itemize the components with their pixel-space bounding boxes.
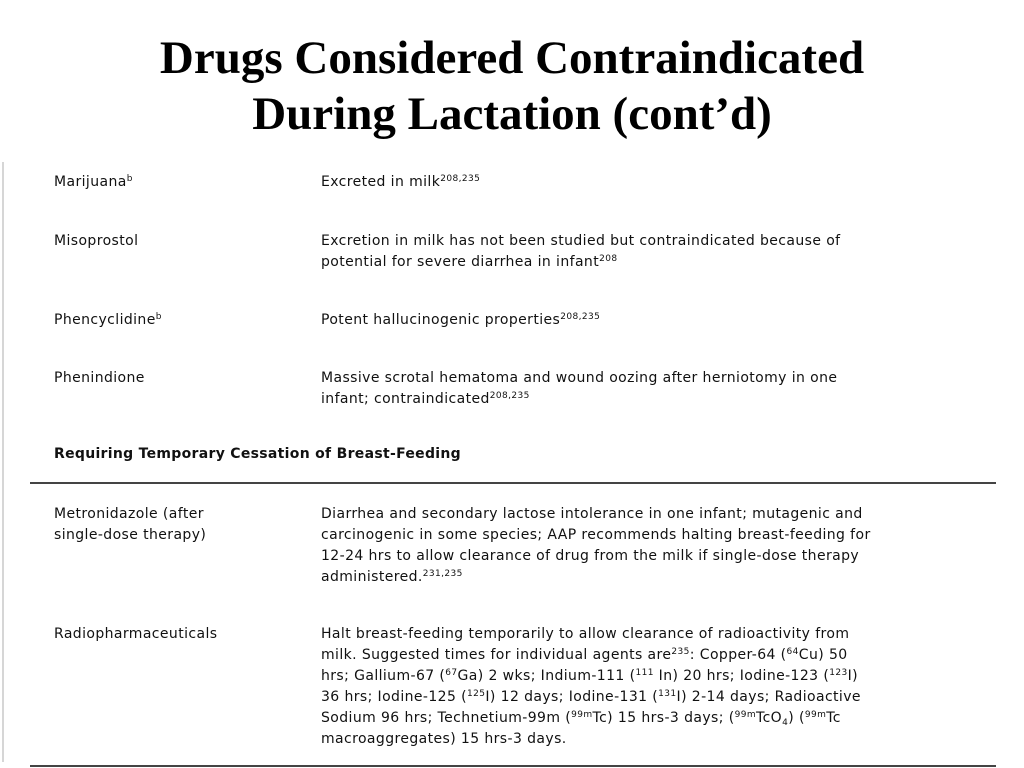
drug-name: Marijuana$^b$ — [54, 174, 133, 190]
drug-note: Excreted in milk$^{208,235}$ — [321, 174, 481, 190]
drug-name: Misoprostol — [54, 233, 139, 249]
slide-title-line-2: During Lactation (cont’d) — [252, 88, 772, 140]
drug-name: Phencyclidine$^b$ — [54, 312, 162, 328]
table-bottom-rule — [30, 765, 996, 767]
drug-name: Metronidazole (after single-dose therapy) — [54, 506, 207, 543]
drug-name: Radiopharmaceuticals — [54, 626, 218, 642]
drug-table — [0, 160, 1000, 768]
drug-note: Massive scrotal hematoma and wound oozing after herniotomy in one infant; contraindicated$^{208,235}$ — [321, 370, 838, 407]
drug-note: Potent hallucinogenic properties$^{208,235}$ — [321, 312, 601, 328]
slide-title-line-1: Drugs Considered Contraindicated — [159, 32, 865, 84]
drug-note: Diarrhea and secondary lactose intolerance in one infant; mutagenic and carcinogenic in some species; AAP recommends halting breast-feeding for 12-24 hrs to allow clearance of drug from the milk if single-dose therapy administered.$^{231,235}$ — [321, 506, 871, 585]
drug-note: Halt breast-feeding temporarily to allow clearance of radioactivity from milk. Suggested times for individual agents are$^{235}$: Copper-64 ($^{64}$Cu) 50 hrs; Gallium-67 ($^{67}$Ga) 2 wks; Indium-111 ($^{111}$ In) 20 hrs; Iodine-123 ($^{123}$I) 36 hrs; Iodine-125 ($^{125}$I) 12 days; Iodine-131 ($^{131}$I) 2-14 days; Radioactive Sodium 96 hrs; Technetium-99m ($^{99m}$Tc) 15 hrs-3 days; ($^{99m}$TcO$_4$) ($^{99m}$Tc macroaggregates) 15 hrs-3 days. — [321, 626, 861, 747]
slide-title — [0, 30, 1024, 142]
section-heading: Requiring Temporary Cessation of Breast-Feeding — [54, 446, 461, 462]
section-divider — [30, 482, 996, 484]
drug-note: Excretion in milk has not been studied but contraindicated because of potential for severe diarrhea in infant$^{208}$ — [321, 233, 841, 270]
drug-name: Phenindione — [54, 370, 145, 386]
